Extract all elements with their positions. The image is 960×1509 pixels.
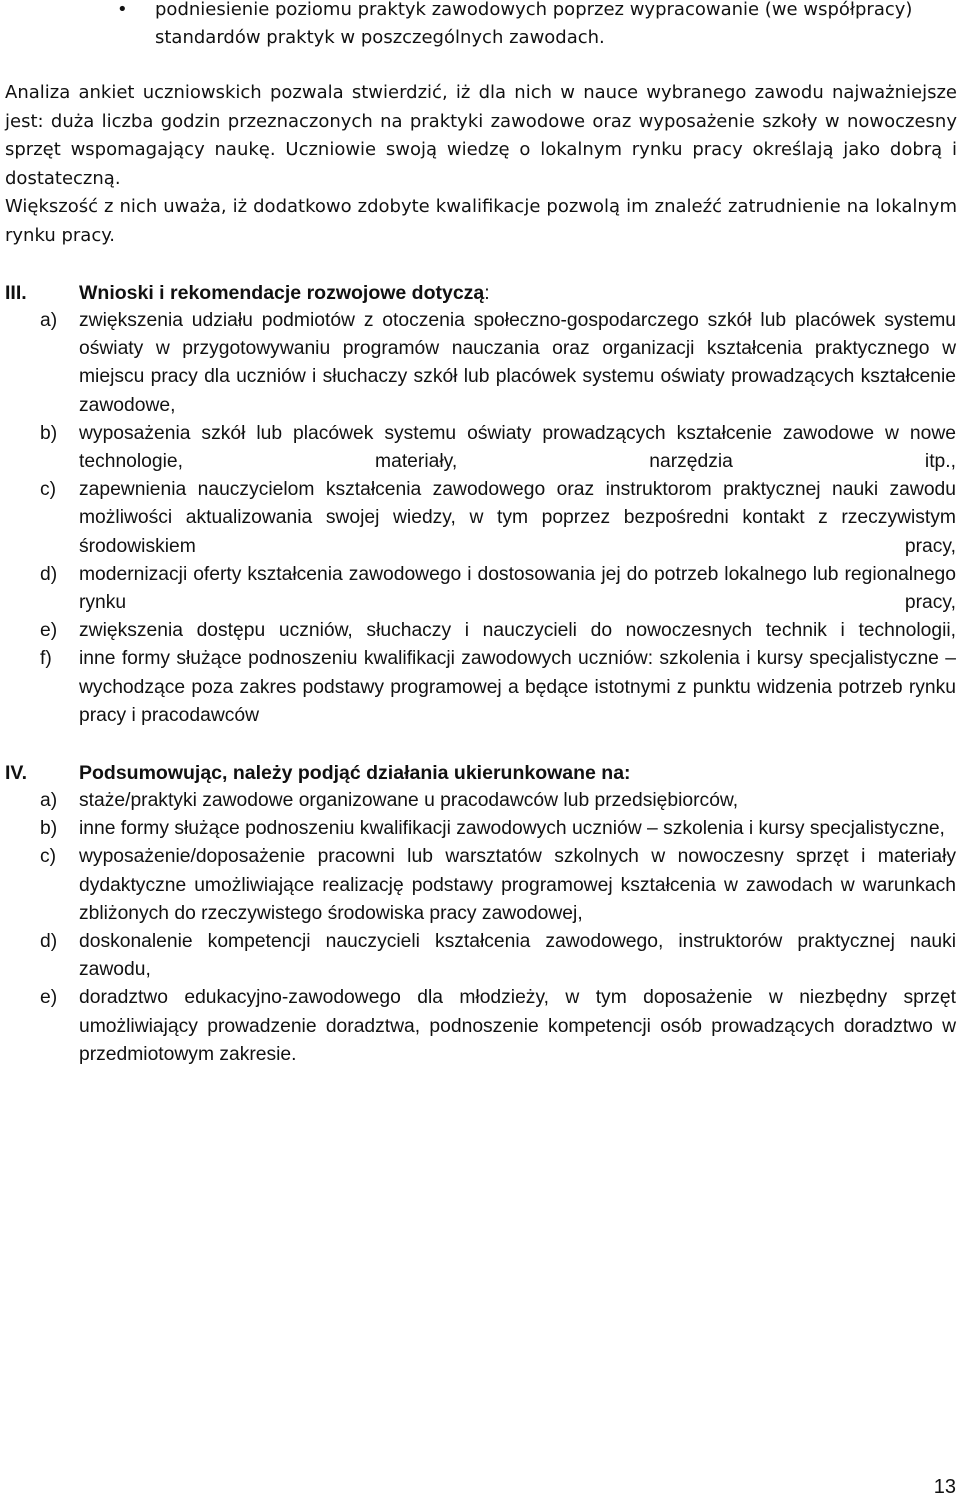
list-item <box>5 307 956 420</box>
section-3-numeral: III. <box>5 282 27 304</box>
section-3-list <box>5 307 956 730</box>
list-marker: b) <box>40 818 58 840</box>
list-item-text: zwiększenia dostępu uczniów, słuchaczy i nauczycieli do nowoczesnych technik i technologii, <box>79 620 956 642</box>
section-4-numeral: IV. <box>5 762 28 784</box>
paragraph-survey-analysis: Analiza ankiet uczniowskich pozwala stwierdzić, iż dla nich w nauce wybranego zawodu najważniejsze jest: duża liczba godzin przeznaczonych na praktyki zawodowe oraz wyposażenie szkoły w nowoczesny sprzęt wspomagający naukę. Uczniowie swoją wiedzę o lokalnym rynku pracy określają jako dobrą i dostateczną. <box>5 82 957 189</box>
list-item-text: zwiększenia udziału podmiotów z otoczenia społeczno-gospodarczego szkół lub placówek systemu oświaty w przygotowywaniu programów nauczania oraz organizacji kształcenia praktycznego w miejscu pracy dla uczniów i słuchaczy szkół lub placówek systemu oświaty prowadzących kształcenie zawodowe, <box>79 310 956 416</box>
list-marker: c) <box>40 479 57 501</box>
list-item <box>5 476 956 561</box>
list-item-text: zapewnienia nauczycielom kształcenia zawodowego oraz instruktorom praktycznej nauki zawodu możliwości aktualizowania swojej wiedzy, w tym poprzez bezpośredni kontakt z rzeczywistym środowiskiem pracy, <box>79 479 956 557</box>
bullet-icon: • <box>117 0 128 20</box>
list-marker: f) <box>40 648 52 670</box>
list-marker: e) <box>40 620 58 642</box>
list-item-text: doskonalenie kompetencji nauczycieli kształcenia zawodowego, instruktorów praktycznej nauki zawodu, <box>79 931 956 981</box>
list-item <box>5 815 956 843</box>
list-item-text: wyposażenie/doposażenie pracowni lub warsztatów szkolnych w nowoczesny sprzęt i materiały dydaktyczne umożliwiające realizację podstawy programowej kształcenia w zawodach w warunkach zbliżonych do rzeczywistego środowiska pracy zawodowej, <box>79 846 956 924</box>
list-item <box>5 561 956 617</box>
intro-bullet-text: podniesienie poziomu praktyk zawodowych poprzez wypracowanie (we współpracy) standardów praktyk w poszczególnych zawodach. <box>155 0 913 48</box>
list-item <box>5 617 956 645</box>
section-4-title: Podsumowując, należy podjąć działania ukierunkowane na: <box>79 762 631 784</box>
list-item-text: doradztwo edukacyjno-zawodowego dla młodzieży, w tym doposażenie w niezbędny sprzęt umożliwiający prowadzenie doradztwa, podnoszenie kompetencji osób prowadzących doradztwo w przedmiotowym zakresie. <box>79 987 956 1065</box>
list-marker: c) <box>40 846 57 868</box>
list-marker: b) <box>40 422 58 444</box>
list-item-text: inne formy służące podnoszeniu kwalifikacji zawodowych uczniów: szkolenia i kursy specjalistyczne – wychodzące poza zakres podstawy programowej a będące istotnymi z punktu widzenia potrzeb rynku pracy i pracodawców <box>79 648 956 726</box>
list-item-text: staże/praktyki zawodowe organizowane u pracodawców lub przedsiębiorców, <box>79 790 739 811</box>
paragraph-qualifications: Większość z nich uważa, iż dodatkowo zdobyte kwalifikacje pozwolą im znaleźć zatrudnienie na lokalnym rynku pracy. <box>5 196 957 246</box>
list-item <box>5 787 956 815</box>
list-item <box>5 928 956 984</box>
list-item-text: inne formy służące podnoszeniu kwalifikacji zawodowych uczniów – szkolenia i kursy specjalistyczne, <box>79 818 945 840</box>
list-item-text: modernizacji oferty kształcenia zawodowego i dostosowania jej do potrzeb lokalnego lub regionalnego rynku pracy, <box>79 563 956 614</box>
list-marker: d) <box>40 931 58 953</box>
list-item <box>5 984 956 1069</box>
section-4-list <box>5 787 956 1069</box>
list-item <box>5 420 956 476</box>
list-item-text: wyposażenia szkół lub placówek systemu oświaty prowadzących kształcenie zawodowe w nowe technologie, materiały, narzędzia itp., <box>79 422 956 473</box>
list-item <box>5 843 956 928</box>
list-item <box>5 645 956 730</box>
section-3-title: Wnioski i rekomendacje rozwojowe dotyczą <box>79 282 485 304</box>
list-marker: d) <box>40 563 58 585</box>
list-marker: e) <box>40 987 58 1009</box>
section-3-title-suffix: : <box>484 282 490 304</box>
list-marker: a) <box>40 310 58 331</box>
intro-bullet-item <box>117 0 950 52</box>
page-number: 13 <box>933 1476 956 1498</box>
list-marker: a) <box>40 790 58 811</box>
